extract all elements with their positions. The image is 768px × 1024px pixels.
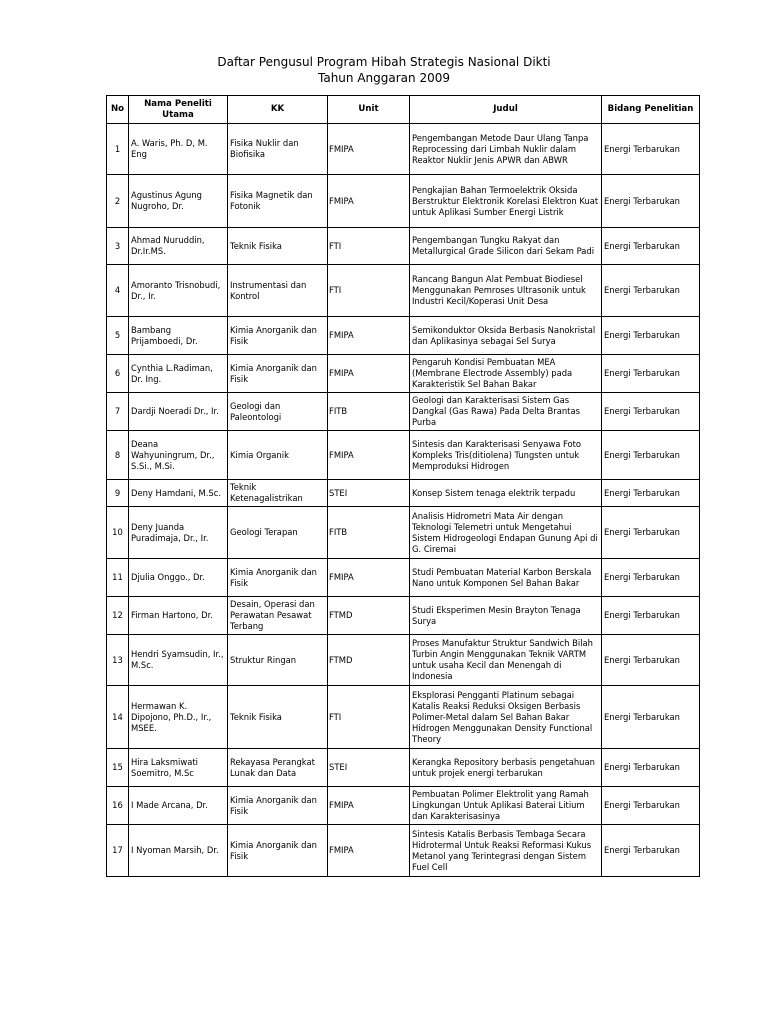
cell-unit: FMIPA [328, 787, 410, 825]
cell-kk: Kimia Anorganik dan Fisik [228, 825, 328, 877]
cell-no: 5 [107, 317, 129, 355]
header-judul: Judul [410, 96, 602, 124]
cell-bidang: Energi Terbarukan [602, 480, 700, 507]
cell-unit: FMIPA [328, 317, 410, 355]
table-row [107, 825, 700, 877]
cell-judul: Pengaruh Kondisi Pembuatan MEA (Membrane Electrode Assembly) pada Karakteristik Sel Bahan Bakar [410, 355, 602, 393]
cell-bidang: Energi Terbarukan [602, 317, 700, 355]
cell-no: 9 [107, 480, 129, 507]
cell-judul: Sintesis Katalis Berbasis Tembaga Secara Hidrotermal Untuk Reaksi Reformasi Kukus Metanol yang Terintegrasi dengan Sistem Fuel Cell [410, 825, 602, 877]
cell-judul: Proses Manufaktur Struktur Sandwich Bilah Turbin Angin Menggunakan Teknik VARTM untuk usaha Kecil dan Menengah di Indonesia [410, 635, 602, 686]
table-row [107, 686, 700, 749]
cell-unit: FTMD [328, 635, 410, 686]
cell-judul: Studi Eksperimen Mesin Brayton Tenaga Surya [410, 597, 602, 635]
cell-kk: Rekayasa Perangkat Lunak dan Data [228, 749, 328, 787]
cell-nama: Hira Laksmiwati Soemitro, M.Sc [129, 749, 228, 787]
table-header-row [107, 96, 700, 124]
cell-judul: Geologi dan Karakterisasi Sistem Gas Dangkal (Gas Rawa) Pada Delta Brantas Purba [410, 393, 602, 431]
cell-unit: FMIPA [328, 431, 410, 480]
header-unit: Unit [328, 96, 410, 124]
cell-nama: Bambang Prijamboedi, Dr. [129, 317, 228, 355]
cell-kk: Fisika Nuklir dan Biofisika [228, 124, 328, 175]
header-nama: Nama Peneliti Utama [129, 96, 228, 124]
title-line-1: Daftar Pengusul Program Hibah Strategis Nasional Dikti [217, 55, 551, 69]
cell-kk: Kimia Organik [228, 431, 328, 480]
cell-bidang: Energi Terbarukan [602, 124, 700, 175]
cell-no: 4 [107, 265, 129, 317]
cell-no: 17 [107, 825, 129, 877]
table-row [107, 317, 700, 355]
cell-bidang: Energi Terbarukan [602, 431, 700, 480]
cell-judul: Konsep Sistem tenaga elektrik terpadu [410, 480, 602, 507]
table-row [107, 635, 700, 686]
cell-nama: A. Waris, Ph. D, M. Eng [129, 124, 228, 175]
table-row [107, 749, 700, 787]
table-row [107, 393, 700, 431]
table-row [107, 265, 700, 317]
cell-bidang: Energi Terbarukan [602, 265, 700, 317]
cell-bidang: Energi Terbarukan [602, 175, 700, 228]
cell-unit: FMIPA [328, 355, 410, 393]
cell-kk: Kimia Anorganik dan Fisik [228, 787, 328, 825]
cell-judul: Analisis Hidrometri Mata Air dengan Teknologi Telemetri untuk Mengetahui Sistem Hidrogeologi Endapan Gunung Api di G. Ciremai [410, 507, 602, 559]
cell-nama: I Nyoman Marsih, Dr. [129, 825, 228, 877]
table-row [107, 431, 700, 480]
cell-unit: FMIPA [328, 124, 410, 175]
cell-nama: Dardji Noeradi Dr., Ir. [129, 393, 228, 431]
cell-nama: Agustinus Agung Nugroho, Dr. [129, 175, 228, 228]
table-row [107, 559, 700, 597]
cell-no: 16 [107, 787, 129, 825]
cell-no: 8 [107, 431, 129, 480]
cell-unit: FITB [328, 507, 410, 559]
header-kk: KK [228, 96, 328, 124]
table-row [107, 228, 700, 265]
table-row [107, 507, 700, 559]
document-title [0, 54, 768, 86]
cell-kk: Teknik Ketenagalistrikan [228, 480, 328, 507]
cell-judul: Studi Pembuatan Material Karbon Berskala Nano untuk Komponen Sel Bahan Bakar [410, 559, 602, 597]
cell-unit: FMIPA [328, 825, 410, 877]
cell-judul: Pengembangan Tungku Rakyat dan Metallurgical Grade Silicon dari Sekam Padi [410, 228, 602, 265]
cell-bidang: Energi Terbarukan [602, 355, 700, 393]
cell-nama: Cynthia L.Radiman, Dr. Ing. [129, 355, 228, 393]
table-row [107, 175, 700, 228]
cell-judul: Eksplorasi Pengganti Platinum sebagai Katalis Reaksi Reduksi Oksigen Berbasis Polimer-Metal dalam Sel Bahan Bakar Hidrogen Menggunakan Density Functional Theory [410, 686, 602, 749]
cell-judul: Semikonduktor Oksida Berbasis Nanokristal dan Aplikasinya sebagai Sel Surya [410, 317, 602, 355]
cell-unit: FMIPA [328, 175, 410, 228]
title-line-2: Tahun Anggaran 2009 [318, 71, 450, 85]
cell-bidang: Energi Terbarukan [602, 825, 700, 877]
cell-no: 14 [107, 686, 129, 749]
cell-bidang: Energi Terbarukan [602, 749, 700, 787]
table-row [107, 787, 700, 825]
cell-unit: FTI [328, 686, 410, 749]
cell-no: 3 [107, 228, 129, 265]
cell-kk: Desain, Operasi dan Perawatan Pesawat Terbang [228, 597, 328, 635]
cell-no: 13 [107, 635, 129, 686]
cell-unit: STEI [328, 480, 410, 507]
cell-unit: FTI [328, 265, 410, 317]
cell-nama: Ahmad Nuruddin, Dr.Ir.MS. [129, 228, 228, 265]
cell-no: 12 [107, 597, 129, 635]
cell-kk: Geologi Terapan [228, 507, 328, 559]
cell-bidang: Energi Terbarukan [602, 559, 700, 597]
cell-kk: Teknik Fisika [228, 686, 328, 749]
cell-no: 11 [107, 559, 129, 597]
cell-kk: Struktur Ringan [228, 635, 328, 686]
cell-nama: Djulia Onggo., Dr. [129, 559, 228, 597]
cell-nama: Deana Wahyuningrum, Dr., S.Si., M.Si. [129, 431, 228, 480]
cell-kk: Teknik Fisika [228, 228, 328, 265]
cell-bidang: Energi Terbarukan [602, 787, 700, 825]
cell-nama: Deny Juanda Puradimaja, Dr., Ir. [129, 507, 228, 559]
cell-nama: I Made Arcana, Dr. [129, 787, 228, 825]
cell-nama: Firman Hartono, Dr. [129, 597, 228, 635]
cell-no: 15 [107, 749, 129, 787]
cell-unit: FITB [328, 393, 410, 431]
table-row [107, 124, 700, 175]
cell-judul: Sintesis dan Karakterisasi Senyawa Foto Kompleks Tris(ditiolena) Tungsten untuk Memproduksi Hidrogen [410, 431, 602, 480]
cell-judul: Rancang Bangun Alat Pembuat Biodiesel Menggunakan Pemroses Ultrasonik untuk Industri Kecil/Koperasi Unit Desa [410, 265, 602, 317]
table-row [107, 480, 700, 507]
cell-bidang: Energi Terbarukan [602, 507, 700, 559]
cell-unit: FMIPA [328, 559, 410, 597]
cell-bidang: Energi Terbarukan [602, 686, 700, 749]
cell-nama: Amoranto Trisnobudi, Dr., Ir. [129, 265, 228, 317]
table-body [107, 124, 700, 877]
header-no: No [107, 96, 129, 124]
cell-kk: Kimia Anorganik dan Fisik [228, 317, 328, 355]
cell-bidang: Energi Terbarukan [602, 597, 700, 635]
cell-no: 1 [107, 124, 129, 175]
cell-judul: Pengkajian Bahan Termoelektrik Oksida Berstruktur Elektronik Korelasi Elektron Kuat untuk Aplikasi Sumber Energi Listrik [410, 175, 602, 228]
cell-unit: FTMD [328, 597, 410, 635]
cell-no: 6 [107, 355, 129, 393]
cell-nama: Hendri Syamsudin, Ir., M.Sc. [129, 635, 228, 686]
table-row [107, 355, 700, 393]
cell-no: 2 [107, 175, 129, 228]
cell-nama: Deny Hamdani, M.Sc. [129, 480, 228, 507]
cell-unit: STEI [328, 749, 410, 787]
header-bidang: Bidang Penelitian [602, 96, 700, 124]
cell-unit: FTI [328, 228, 410, 265]
cell-judul: Kerangka Repository berbasis pengetahuan untuk projek energi terbarukan [410, 749, 602, 787]
cell-no: 7 [107, 393, 129, 431]
cell-judul: Pembuatan Polimer Elektrolit yang Ramah Lingkungan Untuk Aplikasi Baterai Litium dan Karakterisasinya [410, 787, 602, 825]
cell-no: 10 [107, 507, 129, 559]
cell-kk: Instrumentasi dan Kontrol [228, 265, 328, 317]
cell-judul: Pengembangan Metode Daur Ulang Tanpa Reprocessing dari Limbah Nuklir dalam Reaktor Nuklir Jenis APWR dan ABWR [410, 124, 602, 175]
researcher-table [106, 95, 700, 877]
cell-bidang: Energi Terbarukan [602, 393, 700, 431]
cell-kk: Fisika Magnetik dan Fotonik [228, 175, 328, 228]
cell-bidang: Energi Terbarukan [602, 635, 700, 686]
cell-kk: Geologi dan Paleontologi [228, 393, 328, 431]
cell-kk: Kimia Anorganik dan Fisik [228, 559, 328, 597]
table-row [107, 597, 700, 635]
cell-kk: Kimia Anorganik dan Fisik [228, 355, 328, 393]
cell-nama: Hermawan K. Dipojono, Ph.D., Ir., MSEE. [129, 686, 228, 749]
cell-bidang: Energi Terbarukan [602, 228, 700, 265]
